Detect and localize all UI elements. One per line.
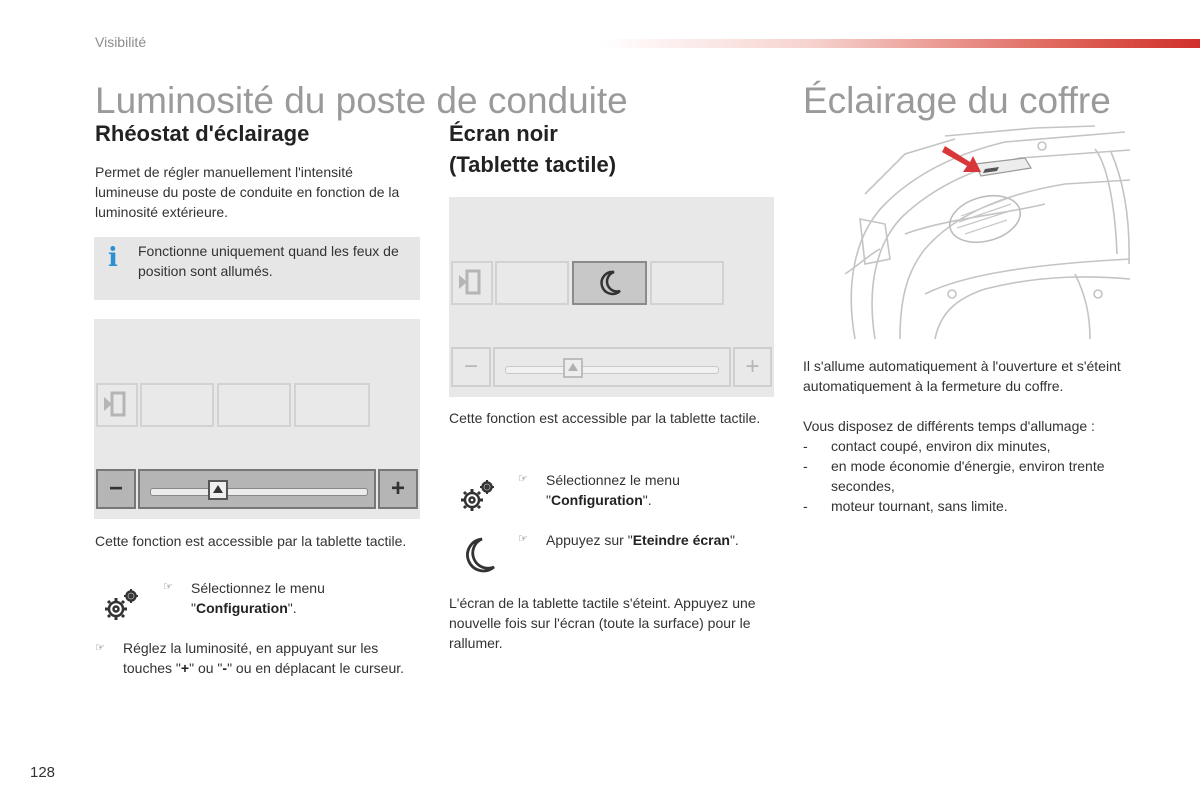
coffre-para1: Il s'allume automatiquement à l'ouverture et s'éteint automatiquement à la fermeture du coffre.: [803, 358, 1121, 394]
bullet-icon: ☞: [95, 642, 105, 654]
menu-cell-3[interactable]: [650, 261, 724, 305]
screen-off-button[interactable]: [572, 261, 647, 305]
moon-icon: [460, 535, 500, 575]
list-item: - en mode économie d'énergie, environ trente secondes,: [803, 456, 1123, 496]
slider-track-line: [505, 366, 719, 374]
exit-button[interactable]: [451, 261, 493, 305]
trunk-illustration: [845, 124, 1135, 344]
coffre-timing-list: [803, 436, 1123, 516]
settings-gears-icon: [456, 478, 498, 518]
plus-button[interactable]: [733, 347, 772, 387]
ecran-step1: Sélectionnez le menu "Configuration".: [546, 472, 680, 508]
minus-icon: −: [463, 353, 478, 380]
menu-cell-2[interactable]: [217, 383, 291, 427]
rheostat-step2: Réglez la luminosité, en appuyant sur les touches "+" ou "-" ou en déplacant le curseur.: [123, 640, 405, 676]
minus-button[interactable]: [96, 469, 136, 509]
info-text: Fonctionne uniquement quand les feux de position sont allumés.: [138, 243, 399, 279]
menu-cell-3[interactable]: [294, 383, 370, 427]
header-accent-bar: [600, 39, 1200, 48]
brightness-slider[interactable]: [493, 347, 731, 387]
bullet-icon: ☞: [518, 533, 528, 545]
slider-thumb[interactable]: [563, 358, 583, 378]
list-item: - contact coupé, environ dix minutes,: [803, 436, 1123, 456]
bullet-icon: ☞: [163, 581, 173, 593]
section-label: Visibilité: [95, 34, 147, 50]
exit-button[interactable]: [96, 383, 138, 427]
rheostat-screen-illustration: [94, 319, 420, 519]
page-number: 128: [30, 764, 56, 781]
plus-button[interactable]: [378, 469, 418, 509]
rheostat-accessible-text: Cette fonction est accessible par la tablette tactile.: [95, 533, 407, 549]
slider-thumb[interactable]: [208, 480, 228, 500]
rheostat-step1: Sélectionnez le menu "Configuration".: [191, 580, 325, 616]
menu-cell-1[interactable]: [140, 383, 214, 427]
info-icon: i: [108, 243, 118, 273]
slider-thumb-icon: [565, 360, 581, 376]
brightness-slider[interactable]: [138, 469, 376, 509]
ecran-accessible-text: Cette fonction est accessible par la tablette tactile.: [449, 410, 761, 426]
minus-icon: −: [108, 475, 123, 502]
bullet-icon: ☞: [518, 473, 528, 485]
heading-rheostat: Rhéostat d'éclairage: [95, 121, 310, 146]
page-title-luminosite: Luminosité du poste de conduite: [95, 80, 628, 121]
slider-track-line: [150, 488, 368, 496]
settings-gears-icon: [100, 587, 142, 627]
ecran-screen-illustration: [449, 197, 774, 397]
slider-thumb-icon: [210, 482, 226, 498]
coffre-para2: Vous disposez de différents temps d'allumage :: [803, 418, 1095, 434]
page-title-eclairage-coffre: Éclairage du coffre: [803, 80, 1111, 121]
ecran-result-text: L'écran de la tablette tactile s'éteint. Appuyez une nouvelle fois sur l'écran (toute la surface) pour le rallumer.: [449, 595, 756, 651]
plus-icon: +: [390, 475, 405, 502]
rheostat-intro: Permet de régler manuellement l'intensité lumineuse du poste de conduite en fonction de la luminosité extérieure.: [95, 164, 400, 220]
plus-icon: +: [745, 353, 760, 380]
list-item: - moteur tournant, sans limite.: [803, 496, 1123, 516]
minus-button[interactable]: [451, 347, 491, 387]
menu-cell-1[interactable]: [495, 261, 569, 305]
heading-ecran-noir: Écran noir (Tablette tactile): [449, 121, 617, 177]
moon-icon: [574, 263, 645, 303]
exit-icon: [98, 385, 136, 425]
info-box: [94, 237, 420, 300]
exit-icon: [453, 263, 491, 303]
ecran-step2: Appuyez sur "Eteindre écran".: [546, 532, 739, 548]
